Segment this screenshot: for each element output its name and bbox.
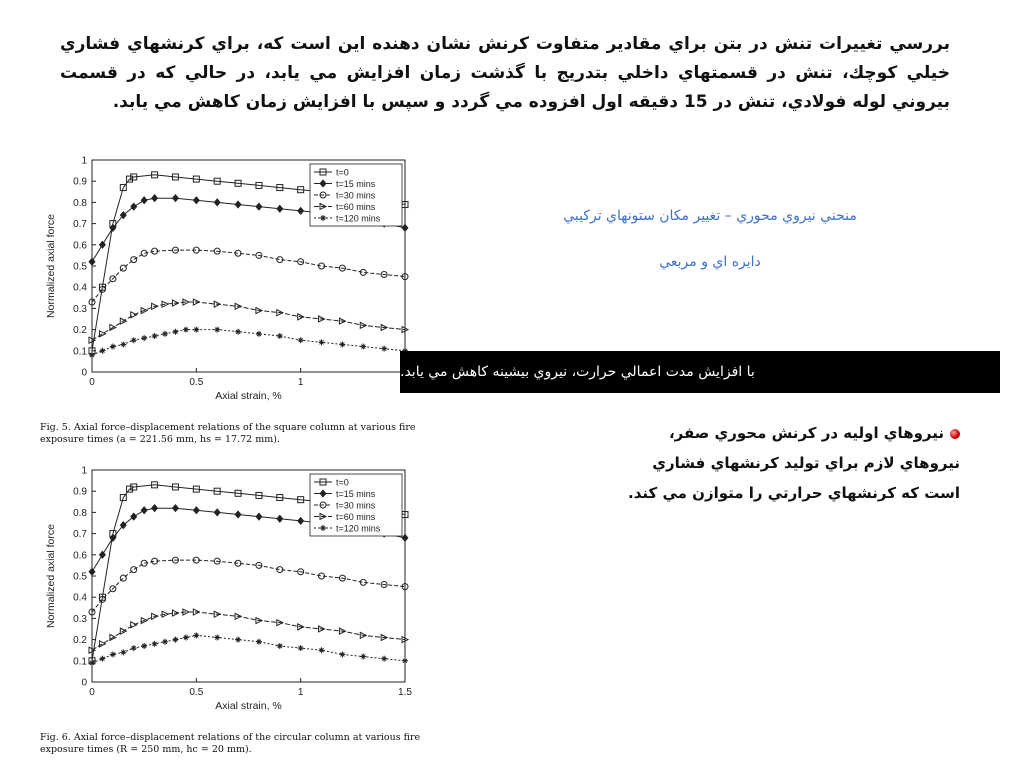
data-point	[235, 329, 241, 335]
data-point	[235, 637, 241, 643]
data-point	[298, 645, 304, 651]
data-point	[360, 654, 366, 660]
y-tick-label: 0.6	[73, 240, 87, 252]
data-point	[131, 567, 137, 573]
series-line	[92, 635, 405, 663]
y-tick-label: 0.8	[73, 197, 87, 209]
series-line	[92, 560, 405, 612]
y-tick-label: 0.5	[73, 261, 87, 273]
data-point	[120, 575, 126, 581]
y-tick-label: 0.4	[73, 282, 87, 294]
legend-entry: t=30 mins	[336, 190, 376, 201]
y-tick-label: 1	[81, 155, 87, 167]
y-axis-label: Normalized axial force	[45, 524, 57, 628]
data-point	[298, 207, 304, 214]
data-point	[110, 344, 116, 350]
legend-entry: t=60 mins	[336, 202, 376, 212]
bullet-line-2: نيروهاي لازم براي توليد كرنشهاي فشاري	[652, 454, 960, 472]
data-point	[141, 643, 147, 649]
data-point	[141, 335, 147, 341]
data-point	[193, 507, 199, 514]
x-tick-label: 0.5	[189, 377, 204, 388]
legend-entry: t=60 mins	[336, 512, 376, 522]
y-tick-label: 0.7	[73, 529, 87, 541]
y-tick-label: 0.3	[73, 613, 87, 625]
data-point	[99, 641, 105, 647]
data-point	[120, 649, 126, 655]
highlight-bar	[400, 351, 1000, 393]
x-axis-label: Axial strain, %	[215, 390, 282, 402]
y-tick-label: 0	[81, 367, 87, 379]
data-point	[298, 337, 304, 343]
data-point	[131, 645, 137, 651]
data-point	[172, 637, 178, 643]
data-point	[162, 331, 168, 337]
caption-fig5: Fig. 5. Axial force–displacement relations of the square column at various fire exposure times (a = 221.56 mm, hs = 17.72 mm).	[40, 422, 416, 445]
data-point	[162, 639, 168, 645]
y-tick-label: 1	[81, 465, 87, 477]
y-tick-label: 0.3	[73, 303, 87, 315]
data-point	[110, 651, 116, 657]
data-point	[99, 331, 105, 337]
y-tick-label: 0.5	[73, 571, 87, 583]
data-point	[89, 352, 95, 358]
y-tick-label: 0.6	[73, 550, 87, 562]
note-chart-title-line1: منحني نيروي محوري – تغيير مكان ستونهاي تركيبي	[563, 208, 857, 224]
legend-entry: t=120 mins	[336, 523, 381, 534]
caption-fig6: Fig. 6. Axial force–displacement relations of the circular column at various fire exposure times (R = 250 mm, hc = 20 mm).	[40, 732, 421, 755]
highlight-bar-text: با افزايش مدت اعمالي حرارت، نيروي بيشينه كاهش مي يابد.	[400, 364, 755, 380]
data-point	[235, 201, 241, 208]
data-point	[141, 197, 147, 204]
data-point	[172, 195, 178, 202]
data-point	[131, 312, 137, 318]
data-point	[214, 327, 220, 333]
series-line	[92, 612, 405, 650]
y-tick-label: 0.9	[73, 486, 87, 498]
bullet-note	[560, 418, 960, 508]
data-point	[172, 329, 178, 335]
data-point	[141, 507, 147, 514]
note-chart-title-line2: دايره اي و مربعي	[659, 254, 761, 270]
x-tick-label: 1	[297, 687, 304, 698]
y-tick-label: 0.1	[73, 346, 87, 358]
data-point	[183, 634, 189, 640]
bullet-line-3: است كه كرنشهاي حرارتي را متوازن مي كند.	[628, 484, 960, 502]
data-point	[131, 257, 137, 263]
data-point	[120, 341, 126, 347]
y-tick-label: 0.1	[73, 656, 87, 668]
legend-entry: t=15 mins	[336, 489, 376, 499]
data-point	[152, 333, 158, 339]
y-axis-label: Normalized axial force	[45, 214, 57, 318]
legend-entry: t=30 mins	[336, 500, 376, 511]
y-tick-label: 0	[81, 677, 87, 689]
chart-fig6-svg	[40, 462, 420, 714]
legend-entry: t=15 mins	[336, 179, 376, 189]
data-point	[152, 505, 158, 512]
data-point	[193, 197, 199, 204]
series-line	[92, 250, 405, 302]
data-point	[152, 641, 158, 647]
data-point	[360, 344, 366, 350]
data-point	[256, 639, 262, 645]
data-point	[402, 658, 408, 664]
bullet-line-1-text: نيروهاي اوليه در كرنش محوري صفر،	[668, 424, 944, 442]
x-tick-label: 1	[297, 377, 304, 388]
x-axis-label: Axial strain, %	[215, 700, 282, 712]
chart-fig5-svg	[40, 152, 420, 404]
data-point	[277, 643, 283, 649]
data-point	[319, 339, 325, 345]
y-tick-label: 0.8	[73, 507, 87, 519]
y-tick-label: 0.4	[73, 592, 87, 604]
data-point	[277, 333, 283, 339]
data-point	[339, 341, 345, 347]
data-point	[402, 534, 408, 541]
data-point	[339, 651, 345, 657]
data-point	[402, 224, 408, 231]
data-point	[256, 513, 262, 520]
legend-entry: t=120 mins	[336, 213, 381, 224]
y-tick-label: 0.2	[73, 325, 87, 337]
data-point	[131, 203, 137, 210]
data-point	[183, 327, 189, 333]
series-line	[92, 302, 405, 340]
data-point	[319, 647, 325, 653]
data-point	[214, 509, 220, 516]
data-point	[214, 199, 220, 206]
data-point	[235, 511, 241, 518]
data-point	[99, 348, 105, 354]
data-point	[214, 634, 220, 640]
data-point	[120, 265, 126, 271]
data-point	[298, 517, 304, 524]
x-tick-label: 0	[89, 377, 95, 388]
header-paragraph: بررسي تغييرات تنش در بتن براي مقادير متفاوت كرنش نشان دهنده اين است كه، براي كرنشهاي فشاري خيلي كوچك، تنش در قسمتهاي داخلي بتدريج با گذشت زمان افزايش مي يابد، در حالي كه در قسمت بيروني لوله فولادي، تنش در 15 دقيقه اول افزوده مي گردد و سپس با افزايش زمان كاهش مي يابد.	[60, 34, 950, 112]
data-point	[131, 513, 137, 520]
data-point	[193, 327, 199, 333]
chart-fig5	[40, 152, 420, 404]
data-point	[381, 346, 387, 352]
data-point	[131, 337, 137, 343]
y-tick-label: 0.2	[73, 635, 87, 647]
data-point	[131, 622, 137, 628]
legend-entry: t=0	[336, 477, 349, 488]
x-tick-label: 1.5	[398, 687, 412, 698]
data-point	[277, 515, 283, 522]
series-line	[92, 330, 405, 355]
data-point	[99, 656, 105, 662]
data-point	[256, 331, 262, 337]
legend-entry: t=0	[336, 167, 349, 178]
data-point	[256, 203, 262, 210]
data-point	[172, 505, 178, 512]
chart-fig6	[40, 462, 420, 714]
data-point	[152, 195, 158, 202]
x-tick-label: 0	[89, 687, 95, 698]
bullet-line-1	[560, 418, 960, 448]
data-point	[381, 656, 387, 662]
data-point	[193, 632, 199, 638]
y-tick-label: 0.7	[73, 219, 87, 231]
bullet-icon	[950, 429, 960, 439]
data-point	[277, 205, 283, 212]
y-tick-label: 0.9	[73, 176, 87, 188]
x-tick-label: 0.5	[189, 687, 204, 698]
